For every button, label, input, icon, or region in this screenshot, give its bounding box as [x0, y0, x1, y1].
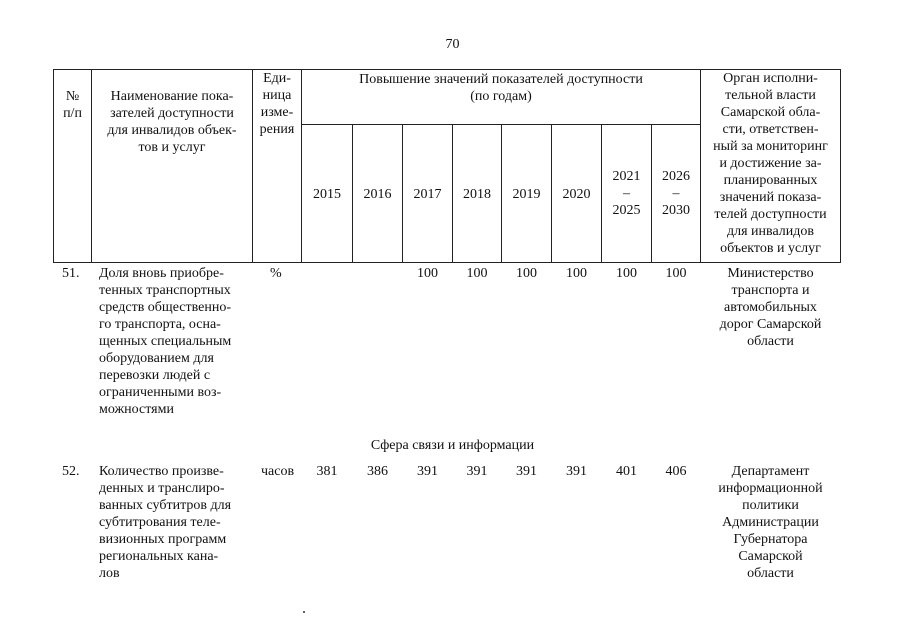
- row-value: 100: [466, 266, 488, 281]
- header-unit: Еди- ница изме- рения: [259, 71, 295, 137]
- row-value: 386: [367, 464, 388, 479]
- row-value: 391: [417, 464, 438, 479]
- year-header: 2021 – 2025: [612, 169, 641, 218]
- header-indicator-name: Наименование пока- зателей доступности для инвалидов объек- тов и услуг: [107, 89, 237, 155]
- row-responsible-authority: Департамент информационной политики Администрации Губернатора Самарской области: [718, 464, 823, 581]
- year-header: 2019: [512, 187, 541, 202]
- row-number: 52.: [62, 464, 80, 479]
- year-header: 2016: [363, 187, 392, 202]
- row-number: 51.: [62, 266, 80, 281]
- row-indicator-name: Количество произве- денных и транслиро- ванных субтитров для субтитрования теле- визионных программ региональных кана- лов: [99, 464, 232, 581]
- year-header: 2026 – 2030: [662, 169, 690, 218]
- row-value: 100: [417, 266, 438, 281]
- row-value: 100: [566, 266, 587, 281]
- grid-line: [840, 69, 841, 263]
- year-header: 2020: [562, 187, 591, 202]
- year-header: 2015: [313, 187, 341, 202]
- row-responsible-authority: Министерство транспорта и автомобильных дорог Самарской области: [719, 266, 822, 349]
- row-value: 391: [566, 464, 587, 479]
- year-header: 2018: [463, 187, 491, 202]
- row-unit: %: [270, 266, 282, 281]
- header-number: № п/п: [63, 89, 82, 121]
- section-title: Сфера связи и информации: [370, 438, 535, 453]
- page-number: 70: [445, 37, 460, 52]
- header-responsible-authority: Орган исполни- тельной власти Самарской обла- сти, ответствен- ный за мониторинг и достижение за- планированных значений показа- телей доступности для инвалидов объектов и услуг: [713, 71, 828, 256]
- row-value: 391: [516, 464, 537, 479]
- row-value: 401: [616, 464, 637, 479]
- row-value: 391: [466, 464, 488, 479]
- row-value: 100: [665, 266, 687, 281]
- row-unit: часов: [261, 464, 295, 479]
- row-indicator-name: Доля вновь приобре- тенных транспортных средств общественно- го транспорта, осна- щенных специальным оборудованием для перевозки людей с ограниченными воз- можностями: [99, 266, 232, 417]
- scan-speck: [303, 611, 305, 613]
- row-value: 100: [516, 266, 537, 281]
- row-value: 406: [665, 464, 687, 479]
- header-increase-by-years: Повышение значений показателей доступности (по годам): [359, 72, 643, 104]
- year-header: 2017: [413, 187, 442, 202]
- row-value: 100: [616, 266, 637, 281]
- grid-line: [53, 262, 840, 263]
- row-value: 381: [316, 464, 338, 479]
